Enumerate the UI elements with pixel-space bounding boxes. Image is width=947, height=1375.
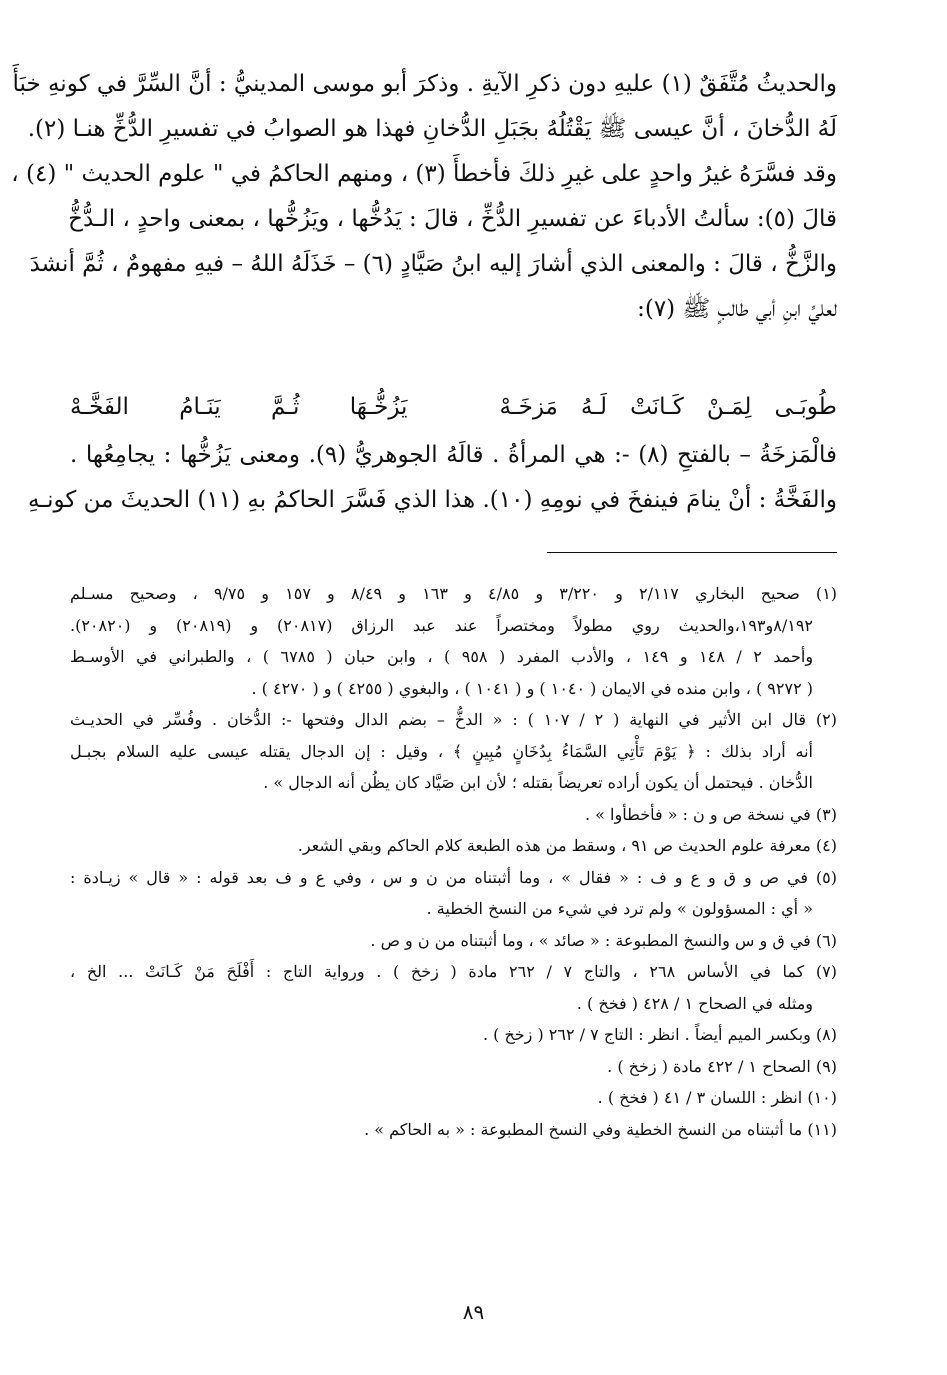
footnote-line: (٦) في ق و س والنسخ المطبوعة : « صائد » ، وما أثبتناه من ن و ص . — [370, 930, 837, 950]
main-text-continued — [28, 433, 837, 523]
footnote-line: ( ٩٢٧٢ ) ، وابن منده في الايمان ( ١٠٤٠ ) و ( ١٠٤١ ) ، والبغوي ( ٤٢٥٥ ) و ( ٤٢٧٠ ) . — [251, 678, 813, 698]
main-text — [11, 62, 837, 332]
body-line: فالْمَزخَةُ – بالفتحِ (٨) -: هي المرأةُ . قالَهُ الجوهريُّ (٩). ومعنى يَزُخُّها : يجامِعُها . — [70, 442, 837, 468]
footnote-line: ٨/١٩٢و١٩٣،والحديث روي مطولاً ومختصراً عند عبد الرزاق (٢٠٨١٧) و (٢٠٨١٩) و (٢٠٨٢٠). — [70, 615, 814, 635]
poem-hemistich-first: طُوبَـى لِمَـنْ كَـانَتْ لَـهُ مَزخَـهْ — [499, 394, 837, 420]
body-line: وقد فسَّرَهُ غيرُ واحدٍ على غيرِ ذلكَ فأخطأَ (٣) ، ومنهم الحاكمُ في " علوم الحديث " (٤) ، — [11, 161, 837, 187]
body-line: قالَ (٥): سألتُ الأدباءَ عن تفسيرِ الدُّخِّ ، قالَ : يَدُخُّها ، ويَزُخُّها ، بمعنى واحدٍ ، الـدُّخُّ — [68, 206, 837, 232]
footnote-line: (٧) كما في الأساس ٢٦٨ ، والتاج ٧ / ٢٦٢ مادة ( زخخ ) . ورواية التاج : أَفْلَحَ مَنْ كَـانَتْ ... الخ ، — [70, 962, 838, 981]
footnote-line: وأحمد ٢ / ١٤٨ و ١٤٩ ، والأدب المفرد ( ٩٥٨ ) ، وابن حبان ( ٦٧٨٥ ) ، والطبراني في الأوسـط — [70, 647, 814, 666]
footnote-line: ومثله في الصحاح ١ / ٤٢٨ ( فخخ ) . — [576, 993, 813, 1013]
footnote-line: « أي : المسؤولون » ولم ترد في شيء من النسخ الخطية . — [426, 899, 813, 918]
footnote-line: (٢) قال ابن الأثير في النهاية ( ٢ / ١٠٧ ) : « الدخُّ – بضم الدال وفتحها -: الدُّخان . وفُسِّر في الحديـث — [70, 710, 837, 729]
footnote-line: (٥) في ص و ق و ع و ف : « فقال » ، وما أثبتناه من ن و س ، وفي ع و ف بعد قوله : « قال » زيـادة : — [70, 867, 837, 887]
footnote-line: (٤) معرفة علوم الحديث ص ٩١ ، وسقط من هذه الطبعة كلام الحاكم وبقي الشعر. — [297, 836, 837, 855]
footnote-line: (٨) وبكسر الميم أيضاً . انظر : التاج ٧ / ٢٦٢ ( زخخ ) . — [482, 1025, 837, 1044]
body-line: والحديثُ مُتَّفَقٌ (١) عليهِ دون ذكرِ الآيةِ . وذكرَ أبو موسى المدينيُّ : أنَّ السِّرَّ في كونهِ خبَأَ — [12, 71, 837, 97]
footnote-line: الدُّخان . فيحتمل أن يكون أراده تعريضاً بقتله ؛ لأن ابن صَيَّاد كان يظُن أنه الدجال » . — [263, 773, 813, 792]
footnote-line: (٩) الصحاح ١ / ٤٢٢ مادة ( زخخ ) . — [607, 1056, 837, 1076]
body-line: لَهُ الدُّخانَ ، أنَّ عيسى ﷺ يَقْتُلُهُ بجَبَلِ الدُّخانِ فهذا هو الصوابُ في تفسيرِ الدُّخِّ هنـا (٢). — [27, 116, 837, 142]
footnotes — [70, 578, 837, 1145]
poem-verse — [70, 385, 837, 430]
poem-hemistich-second: يَزُخُّـهَا ثُـمَّ يَنَـامُ الفَخَّـهْ — [70, 394, 408, 420]
footnote-line: (١) صحيح البخاري ٢/١١٧ و ٣/٢٢٠ و ٤/٨٥ و ١٦٣ و ٨/٤٩ و ١٥٧ و ٩/٧٥ ، وصحيح مسـلم — [70, 584, 838, 603]
footnote-line: (٣) في نسخة ص و ن : « فأخطأوا » . — [584, 804, 837, 824]
body-line: والفَخَّةُ : أنْ ينامَ فينفخَ في نومِهِ (١٠). هذا الذي فَسَّرَ الحاكمُ بهِ (١١) الحديثَ من كونـهِ — [28, 487, 837, 513]
footnote-divider — [547, 552, 837, 553]
footnote-line: (١١) ما أثبتناه من النسخ الخطية وفي النسخ المطبوعة : « به الحاكم » . — [364, 1119, 837, 1139]
page-number: ٨٩ — [462, 1300, 485, 1324]
body-line: لعليِّ ابنِ أبي طالبٍ ﷺ (٧): — [637, 296, 837, 322]
footnote-line: (١٠) انظر : اللسان ٣ / ٤١ ( فخخ ) . — [597, 1088, 837, 1107]
body-line: والزَّخُّ ، قالَ : والمعنى الذي أشارَ إليه ابنُ صَيَّادٍ (٦) – خَذَلَهُ اللهُ – فيهِ مفهومٌ ، ثُمَّ أنشدَ — [29, 251, 837, 277]
footnote-line: أنه أراد بذلك : ﴿ يَوْمَ تَأْتِي السَّمَاءُ بِدُخَانٍ مُبِينٍ ﴾ ، وقيل : إن الدجال يقتله عيسى عليه السلام بجبـل — [70, 741, 813, 761]
